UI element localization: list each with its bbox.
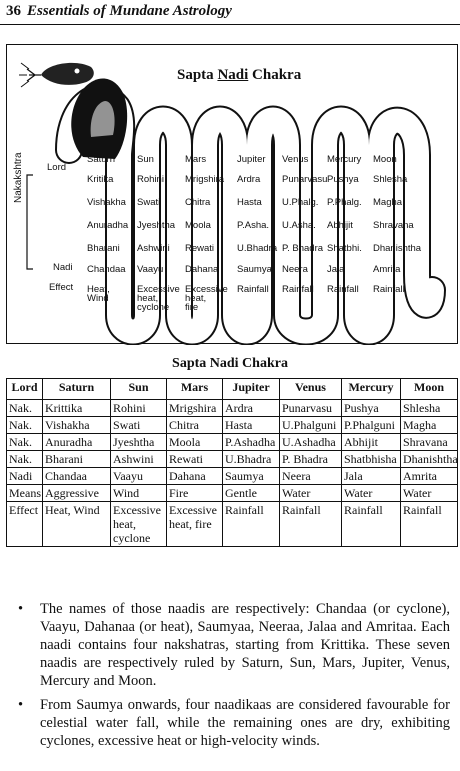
diagram-row-label-lord: Lord xyxy=(47,162,67,173)
diagram-effect-label: fire xyxy=(185,302,199,313)
table-cell: Punarvasu xyxy=(280,400,342,417)
diagram-nadi-label: Jala xyxy=(327,264,345,275)
diagram-nakshatra-label: Ashwini xyxy=(137,243,170,254)
diagram-effect-label: Excessive xyxy=(185,284,228,295)
table-cell: Swati xyxy=(111,417,167,434)
diagram-effect-label: Rainfall xyxy=(327,284,359,295)
diagram-effect-label: Rainfall xyxy=(237,284,269,295)
diagram-nakshatra-label: Shlesha xyxy=(373,174,408,185)
table-cell: Magha xyxy=(401,417,458,434)
table-cell: Gentle xyxy=(223,485,280,502)
table-row-label: Nadi xyxy=(7,468,43,485)
table-cell: U.Ashadha xyxy=(280,434,342,451)
table-cell: Neera xyxy=(280,468,342,485)
diagram-nakshatra-label: Hasta xyxy=(237,197,262,208)
table-cell: Ardra xyxy=(223,400,280,417)
diagram-nadi-label: Amrita xyxy=(373,264,401,275)
diagram-nakshatra-label: U.Asha. xyxy=(282,220,316,231)
diagram-effect-label: cyclone xyxy=(137,302,170,313)
table-cell: Jyeshtha xyxy=(111,434,167,451)
diagram-nakshatra-label: U.Phalg. xyxy=(282,197,319,208)
table-row-label: Means xyxy=(7,485,43,502)
diagram-effect-label: Heat, xyxy=(87,284,110,295)
diagram-lord-label: Jupiter xyxy=(237,154,266,165)
table-header-cell: Jupiter xyxy=(223,379,280,400)
diagram-lord-label: Mercury xyxy=(327,154,362,165)
running-header xyxy=(6,3,232,20)
table-cell: Moola xyxy=(167,434,223,451)
diagram-nakshatra-label: Magha xyxy=(373,197,403,208)
table-cell: Heat, Wind xyxy=(43,502,111,547)
table-cell: Amrita xyxy=(401,468,458,485)
table-cell: Water xyxy=(401,485,458,502)
table-cell: Dahana xyxy=(167,468,223,485)
table-cell: P.Ashadha xyxy=(223,434,280,451)
serpent-head xyxy=(41,63,94,85)
diagram-nakshatra-label: Anuradha xyxy=(87,220,129,231)
diagram-lord-label: Moon xyxy=(373,154,397,165)
table-row xyxy=(7,468,458,485)
page-number: 36 xyxy=(6,3,21,19)
table-cell: P.Phalguni xyxy=(342,417,401,434)
table-cell: Fire xyxy=(167,485,223,502)
table-row xyxy=(7,502,458,547)
table-cell: Abhijit xyxy=(342,434,401,451)
diagram-nadi-label: Chandaa xyxy=(87,264,126,275)
diagram-nakshatra-label: U.Bhadra xyxy=(237,243,278,254)
diagram-row-label-effect: Effect xyxy=(49,282,74,293)
diagram-nakshatra-label: Vishakha xyxy=(87,197,126,208)
table-cell: Wind xyxy=(111,485,167,502)
table-cell: Dhanishtha xyxy=(401,451,458,468)
table-row-label: Nak. xyxy=(7,400,43,417)
diagram-nakshatra-label: Dhanishtha xyxy=(373,243,422,254)
diagram-effect-label: heat, xyxy=(137,293,159,304)
diagram-nakshatra-label: Rohini xyxy=(137,174,164,185)
table-cell: Shatbhisha xyxy=(342,451,401,468)
diagram-nakshatra-label: Shatbhi. xyxy=(327,243,362,254)
diagram-nakshatra-label: Moola xyxy=(185,220,211,231)
table-row xyxy=(7,434,458,451)
table-title: Sapta Nadi Chakra xyxy=(172,356,288,371)
table-cell: Water xyxy=(342,485,401,502)
nadi-table xyxy=(6,378,458,547)
diagram-nadi-label: Dahana xyxy=(185,264,219,275)
table-header-cell: Mars xyxy=(167,379,223,400)
table-cell: Chandaa xyxy=(43,468,111,485)
table-cell: Rainfall xyxy=(223,502,280,547)
diagram-nakshatra-label: Ardra xyxy=(237,174,261,185)
table-row-label: Effect xyxy=(7,502,43,547)
diagram-nadi-label: Vaayu xyxy=(137,264,164,275)
table-cell: Excessive heat, cyclone xyxy=(111,502,167,547)
diagram-lord-label: Sun xyxy=(137,154,154,165)
table-cell: Shravana xyxy=(401,434,458,451)
table-cell: Water xyxy=(280,485,342,502)
table-row-label: Nak. xyxy=(7,451,43,468)
diagram-title: Sapta Nadi Chakra xyxy=(177,67,302,83)
table-header-cell: Mercury xyxy=(342,379,401,400)
bullet-list xyxy=(18,600,450,756)
serpent-drawing xyxy=(7,45,459,345)
table-header-cell: Sun xyxy=(111,379,167,400)
diagram-lord-label: Mars xyxy=(185,154,207,165)
diagram-nadi-label: Neera xyxy=(282,264,308,275)
table-cell: Bharani xyxy=(43,451,111,468)
diagram-nakshatra-label: Mrigshira xyxy=(185,174,225,185)
table-cell: U.Bhadra xyxy=(223,451,280,468)
table-header-cell: Venus xyxy=(280,379,342,400)
table-cell: U.Phalguni xyxy=(280,417,342,434)
diagram-nakshatra-label: Punarvasu xyxy=(282,174,328,185)
bullet-item: • From Saumya onwards, four naadikaas are considered favourable for celestial water fall, while the remaining ones are dry, exhibiting cyclones, excessive heat or high-velocity winds. xyxy=(18,697,450,749)
diagram-nakshatra-label: Chitra xyxy=(185,197,211,208)
table-cell: Rainfall xyxy=(401,502,458,547)
table-cell: Ashwini xyxy=(111,451,167,468)
diagram-nadi-label: Saumya xyxy=(237,264,272,275)
diagram-effect-label: Rainfall xyxy=(282,284,314,295)
nak-bracket xyxy=(27,175,33,269)
diagram-row-label-nadi: Nadi xyxy=(53,262,73,273)
diagram-nakshatra-label: P.Phalg. xyxy=(327,197,362,208)
table-row xyxy=(7,451,458,468)
table-row-label: Nak. xyxy=(7,434,43,451)
table-cell: Aggressive xyxy=(43,485,111,502)
table-header-cell: Lord xyxy=(7,379,43,400)
diagram-lord-label: Venus xyxy=(282,154,309,165)
table-cell: Anuradha xyxy=(43,434,111,451)
diagram-lord-label: Saturn xyxy=(87,154,115,165)
diagram-effect-label: Rainfall xyxy=(373,284,405,295)
header-rule xyxy=(0,24,460,25)
table-cell: Rohini xyxy=(111,400,167,417)
diagram-nakshatra-label: P.Asha. xyxy=(237,220,270,231)
table-cell: Chitra xyxy=(167,417,223,434)
diagram-nakshatra-label: Pushya xyxy=(327,174,359,185)
diagram-nakshatra-label: P. Bhadra xyxy=(282,243,324,254)
table-cell: Excessive heat, fire xyxy=(167,502,223,547)
table-cell: Rainfall xyxy=(280,502,342,547)
diagram-effect-label: Excessive xyxy=(137,284,180,295)
table-header-row xyxy=(7,379,458,400)
table-cell: Rainfall xyxy=(342,502,401,547)
table-row xyxy=(7,485,458,502)
table-row xyxy=(7,417,458,434)
nadi-chakra-diagram xyxy=(6,44,458,344)
table-header-cell: Moon xyxy=(401,379,458,400)
diagram-nakshatra-label: Kritika xyxy=(87,174,114,185)
diagram-nakshatra-label: Rewati xyxy=(185,243,215,254)
table-cell: P. Bhadra xyxy=(280,451,342,468)
diagram-nakshatra-label: Swati xyxy=(137,197,161,208)
diagram-nakshatra-label: Abhijit xyxy=(327,220,353,231)
table-cell: Krittika xyxy=(43,400,111,417)
table-header-cell: Saturn xyxy=(43,379,111,400)
table-cell: Rewati xyxy=(167,451,223,468)
diagram-nakshatra-label: Bharani xyxy=(87,243,120,254)
bullet-item: • The names of those naadis are respectively: Chandaa (or cyclone), Vaayu, Dahanaa (or heat), Saumyaa, Neeraa, Jalaa and Amritaa. Each naadi contains four nakshatras, starting from Krittika. These seven naadis are respectively ruled by Saturn, Sun, Mars, Jupiter, Venus, Mercury and Moon. xyxy=(18,601,450,689)
nakshatra-side-label: Nakakshtra xyxy=(13,152,24,203)
table-cell: Jala xyxy=(342,468,401,485)
table-cell: Mrigshira xyxy=(167,400,223,417)
diagram-nakshatra-label: Jyeshtha xyxy=(137,220,176,231)
book-title: Essentials of Mundane Astrology xyxy=(27,3,232,19)
diagram-nakshatra-label: Shravana xyxy=(373,220,414,231)
table-row xyxy=(7,400,458,417)
serpent-tongue xyxy=(27,69,41,81)
table-cell: Vaayu xyxy=(111,468,167,485)
table-cell: Hasta xyxy=(223,417,280,434)
diagram-effect-label: heat, xyxy=(185,293,207,304)
table-cell: Pushya xyxy=(342,400,401,417)
table-cell: Saumya xyxy=(223,468,280,485)
table-cell: Shlesha xyxy=(401,400,458,417)
table-row-label: Nak. xyxy=(7,417,43,434)
table-cell: Vishakha xyxy=(43,417,111,434)
diagram-effect-label: Wind xyxy=(87,293,109,304)
